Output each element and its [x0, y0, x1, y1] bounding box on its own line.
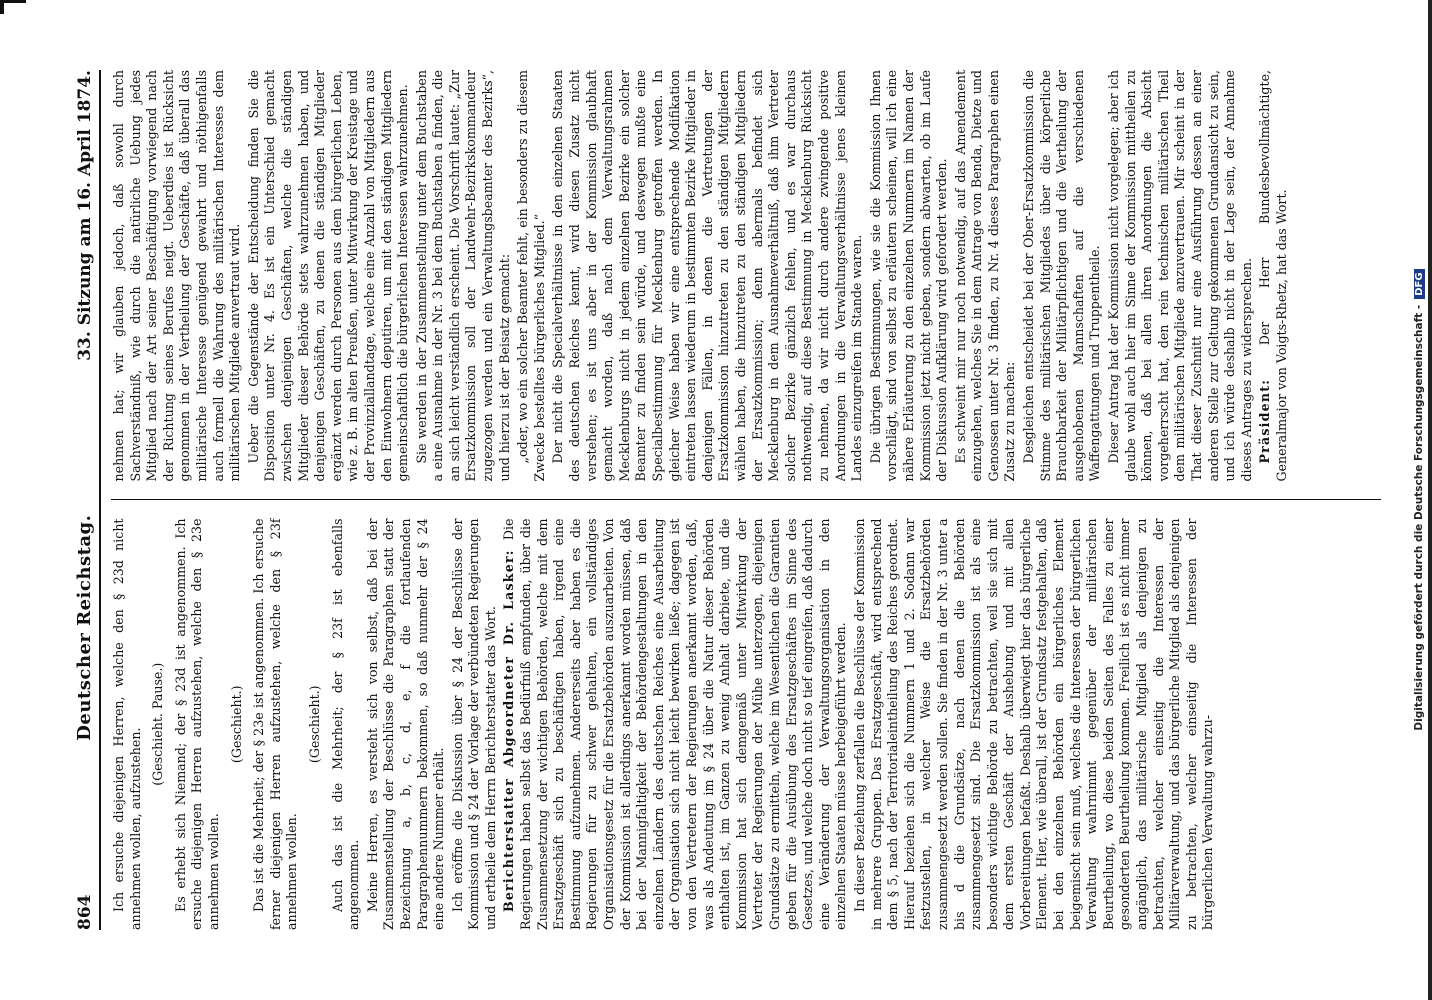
speech-paragraph	[501, 519, 849, 931]
body-paragraph: Dieser Antrag hat der Kommission nicht vorgelegen; aber ich glaube wohl auch hier im Sinne der Kommission mittheilen zu können, daß bei allen ihren Anordnungen die Absicht vorgeherrscht hat, den rein technischen militärischen Theil dem militärischen Mitgliede anzuvertrauen. Mir scheint in der That dieser Zuschnitt nur eine Ausführung dessen an einer anderen Stelle zur Geltung gekommenen Grundansicht zu sein, und ich würde deshalb nicht in der Lage sein, der Annahme dieses Antrages zu widersprechen.	[1106, 70, 1254, 482]
page-title: Deutscher Reichstag.	[74, 514, 95, 741]
right-column	[111, 70, 1381, 482]
speech-paragraph	[1257, 70, 1290, 482]
body-paragraph: Auch das ist die Mehrheit; der § 23f ist ebenfalls angenommen.	[329, 518, 362, 930]
left-column	[111, 519, 1381, 931]
body-paragraph: Es schweint mir nur noch notwendig, auf das Amendement einzugehen, welches Sie in dem Antrage von Benda, Dietze und Genossen unter Nr. 3 finden, zu Nr. 4 dieses Paragraphen einen Zusatz zu machen:	[952, 70, 1018, 482]
stage-direction: (Geschieht.)	[306, 685, 322, 764]
speech-text: Der Herr Bundesbevollmächtigte, Generalmajor von Voigts-Rhetz, hat das Wort.	[1257, 70, 1289, 482]
body-paragraph: In dieser Beziehung zerfallen die Beschlüsse der Kommission in mehrere Gruppen. Das Ersatzgeschäft, wird entsprechend dem § 5, nach der Territorialeintheilung des Reiches geordnet. Hierauf beziehen sich die Nummern 1 und 2. Sodann war festzustellen, in welcher Weise die Ersatzbehörden zusammengesetzt werden sollen. Sie finden in der Nr. 3 unter a bis d die Grundsätze, nach denen die Behörden zusammengesetzt sind. Die Ersatzkommission ist als eine besonders wichtige Behörde zu betrachten, weil sie sich mit dem ersten Geschäft der Aushebung und mit allen Vorbereitungen befaßt. Deshalb überwiegt hier das bürgerliche Element. Hier, wie überall, ist der Grundsatz festgehalten, daß bei den einzelnen Behörden ein bürgerliches Element beigemischt sein muß, welches die Interessen der bürgerlichen Verwaltung wahrnimmt gegenüber der militärischen Beurtheilung, wo diese beiden Seiten des Falles zu einer gesonderten Beurtheilung kommen. Freilich ist es nicht immer angänglich, das militärische Mitglied als denjenigen zu betrachten, welcher einseitig die Interessen der Militärverwaltung, und das bürgerliche Mitglied als denjenigen zu betrachten, welcher einseitig die Interessen der bürgerlichen Verwaltung wahrzu-	[851, 518, 1216, 930]
dfg-logo: DFG	[1414, 269, 1425, 298]
speaker-name: Präsident:	[1257, 378, 1273, 464]
session-heading: 33. Sitzung am 16. April 1874.	[75, 70, 95, 361]
body-paragraph: Es erhebt sich Niemand; der § 23d ist angenommen. Ich ersuche diejenigen Herren aufzustehen, welche den § 23e annehmen wollen.	[172, 518, 221, 930]
body-paragraph: Meine Herren, es versteht sich von selbst, daß bei der Zusammenstellung der Beschlüsse die Paragraphen statt der Bezeichnung a, b, c, d, e, f die fortlaufenden Paragraphennummern bekommen, so daß nunmehr der § 24 eine andere Nummer erhält.	[364, 518, 447, 930]
column-divider	[111, 500, 1381, 501]
body-paragraph: nehmen hat; wir glauben jedoch, daß sowohl durch Sachverständniß, wie durch die natürliche Uebung jedes Mitglied nach der Art seiner Beschäftigung vorwiegend nach der Richtung seines Berufes neigt. Ueberdies ist Rücksicht genommen in der Vertheilung der Geschäfte, daß überall das militärische Interesse genügend gewahrt und nöthigenfalls auch formell die Wahrung des militärischen Interesses dem militärischen Mitgliede anvertraut wird.	[111, 70, 243, 482]
speaker-name: Berichterstatter Abgeordneter Dr. Lasker:	[501, 549, 517, 912]
body-paragraph: „oder, wo ein solcher Beamter fehlt, ein besonders zu diesem Zwecke bestelltes bürgerliches Mitglied.“	[515, 70, 547, 482]
credit-text: Digitalisierung gefördert durch die Deutsche Forschungsgemeinschaft -	[1413, 304, 1425, 731]
page-number: 864	[75, 894, 95, 930]
body-paragraph: Die übrigen Bestimmungen, wie sie die Kommission Ihnen vorschlägt, sind von selbst zu erläutern scheinen, will ich eine nähere Erläuterung zu den einzelnen Nummern im Namen der Kommission jetzt nicht geben, sondern abwarten, ob im Laufe der Diskussion Aufklärung wird gefordert werden.	[867, 70, 950, 482]
rotated-page	[60, 60, 1400, 940]
body-paragraph: Desgleichen entscheidet bei der Ober-Ersatzkommission die Stimme des militärischen Mitgliedes über die körperliche Brauchbarkeit der Militärpflichtigen und die Vertheilung der ausgehobenen Mannschaften auf die verschiedenen Waffengattungen und Truppentheile.	[1021, 70, 1103, 482]
page-header	[74, 70, 101, 930]
body-paragraph: Das ist die Mehrheit; der § 23e ist angenommen. Ich ersuche ferner diejenigen Herren aufzustehen, welche den § 23f annehmen wollen.	[251, 518, 300, 930]
stage-direction: (Geschieht. Pause.)	[150, 662, 166, 786]
stage-direction: (Geschieht.)	[228, 685, 244, 764]
body-paragraph: Ich ersuche diejenigen Herren, welche den § 23d nicht annehmen wollen, aufzustehen.	[111, 518, 143, 930]
body-paragraph: Ich eröffne die Diskussion über § 24 der Beschlüsse der Kommission und § 24 der Vorlage der verbündeten Regierungen und ertheile dem Herrn Berichterstatter das Wort.	[449, 518, 498, 930]
body-paragraph: Sie werden in der Zusammenstellung unter dem Buchstaben a eine Ausnahme in der Nr. 3 bei dem Buchstaben a finden, die an sich leicht verständlich erscheint. Die Vorschrift lautet: „Zur Ersatzkommission soll der Landwehr-Bezirkskommandeur zugezogen werden und ein Verwaltungsbeamter des Bezirks“, und hierzu ist der Beisatz gemacht:	[413, 70, 512, 482]
corner-mark	[0, 0, 26, 14]
body-paragraph: Der nicht die Specialverhältnisse in den einzelnen Staaten des deutschen Reiches kennt, wird diesen Zusatz nicht verstehen; es ist uns aber in der Kommission glaubhaft gemacht worden, daß nach dem Verwaltungsrahmen Mecklenburgs nicht in jedem einzelnen Bezirke ein solcher Beamter zu finden sein würde, und deswegen mußte eine Specialbestimmung für Mecklenburg getroffen werden. In gleicher Weise haben wir eine entsprechende Modifikation eintreten lassen wiederum in bestimmten Bezirke Mitglieder in denjenigen Fällen, in denen die Vertretungen der Ersatzkommission hinzutreten zu den ständigen Mitgliedern wählen haben, die hinzutreten zu den ständigen Mitgliedern der Ersatzkommission; denn abermals befindet sich Mecklenburg in dem Ausnahmeverhältniß, daß ihm Vertreter solcher Bezirke gänzlich fehlen, und es war durchaus nothwendig, auf diese Bestimmung in Mecklenburg Rücksicht zu nehmen, da wir nicht durch andere zwingende positive Anordnungen in die Verwaltungsverhältnisse jenes kleinen Landes einzugreifen im Stande waren.	[550, 70, 865, 482]
text-columns	[111, 70, 1381, 930]
speech-text: Die Regierungen haben selbst das Bedürfniß empfunden, über die Zusammensetzung der wichtigen Behörden, welche mit dem Ersatzgeschäft sich zu beschäftigen haben, irgend eine Bestimmung aufzunehmen. Andererseits aber haben es die Regierungen für zu schwer gehalten, ein vollständiges Organisationsgesetz für die Ersatzbehörden auszuarbeiten. Von der Kommission ist allerdings anerkannt worden müssen, daß bei der Mannigfaltigkeit der Behördengestaltungen in den einzelnen Ländern des deutschen Reiches eine Ausarbeitung der Organisation sich nicht leicht bewirken ließe; dagegen ist von den Vertretern der Regierungen anerkannt worden, daß, was als Andeutung im § 24 über die Natur dieser Behörden enthalten ist, im Ganzen zu wenig Anhalt darbiete, und die Kommission hat sich demgemäß unter Mitwirkung der Vertreter der Regierungen der Mühe unterzogen, diejenigen Grundsätze zu ermitteln, welche im Wesentlichen die Garantien geben für die Ausübung des Ersatzgeschäftes im Sinne des Gesetzes, und welche doch nicht so tief eingreifen, daß dadurch eine Veränderung der Verwaltungsorganisation in den einzelnen Staaten müsse herbeigeführt werden.	[501, 518, 849, 930]
body-paragraph: Ueber die Gegenstände der Entscheidung finden Sie die Disposition unter Nr. 4. Es ist ein Unterschied gemacht zwischen denjenigen Geschäften, welche die ständigen Mitglieder dieser Behörde stets wahrzunehmen haben, und denjenigen Geschäften, zu denen die ständigen Mitglieder ergänzt werden durch Personen aus dem bürgerlichen Leben, wie z. B. im alten Preußen, unter Mitwirkung der Kreistage und der Provinziallandtage, welche eine Anzahl von Mitgliedern aus den Einwohnern deputiren, um mit den ständigen Mitgliedern gemeinschaftlich die bürgerlichen Interessen wahrzunehmen.	[245, 70, 411, 482]
